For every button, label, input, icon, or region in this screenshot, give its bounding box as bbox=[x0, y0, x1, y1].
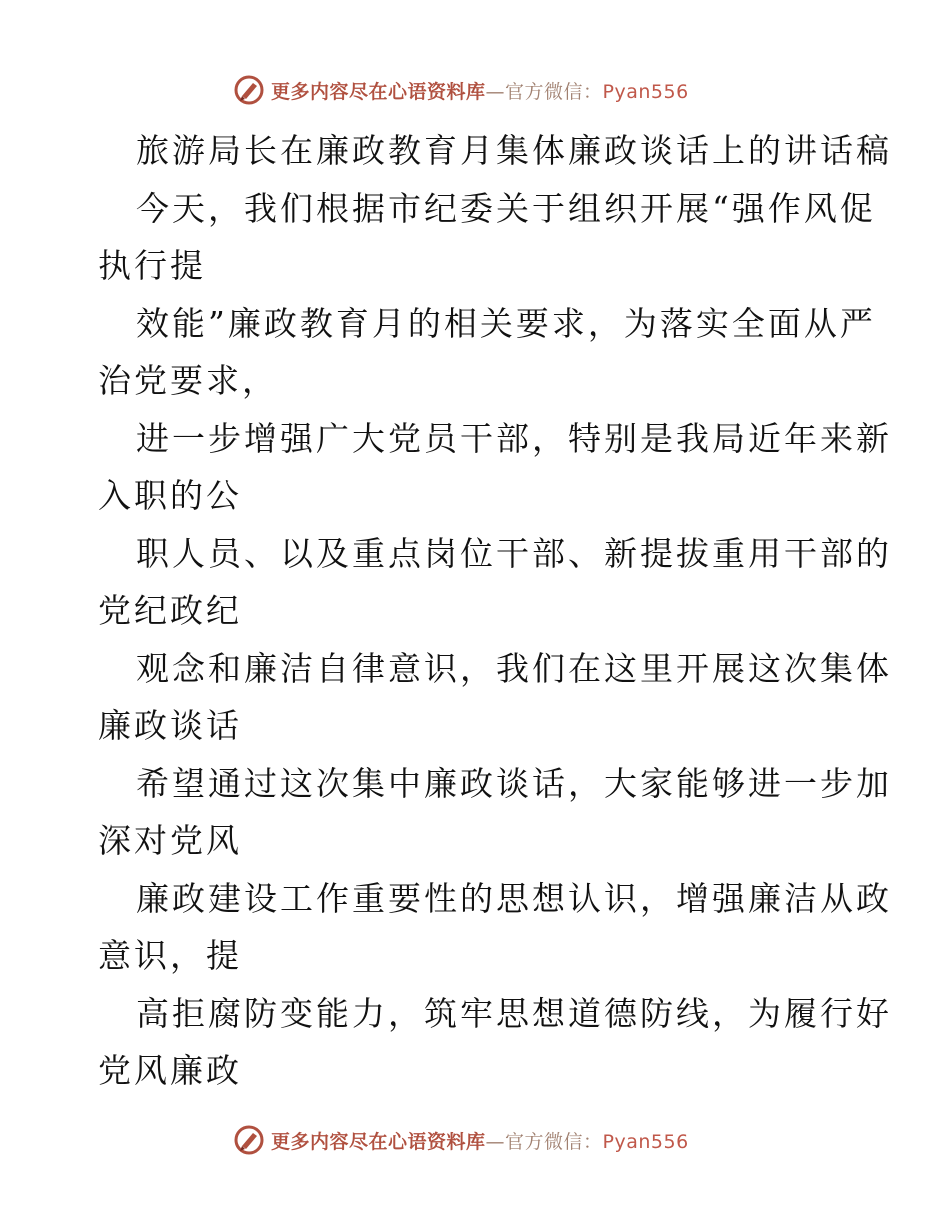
paragraph-line: 入职的公 bbox=[98, 476, 242, 515]
paragraph-line: 高拒腐防变能力，筑牢思想道德防线，为履行好 bbox=[136, 993, 892, 1033]
watermark-main: 更多内容尽在心语资料库 bbox=[271, 1130, 486, 1153]
paragraph-line: 治党要求， bbox=[98, 361, 278, 400]
paragraph-line: 深对党风 bbox=[98, 821, 242, 860]
paragraph-line: 意识，提 bbox=[98, 936, 242, 975]
paragraph-line: 观念和廉洁自律意识，我们在这里开展这次集体 bbox=[136, 648, 892, 688]
paragraph-line: 今天，我们根据市纪委关于组织开展“强作风促 bbox=[136, 188, 876, 228]
paragraph-line: 进一步增强广大党员干部，特别是我局近年来新 bbox=[136, 418, 892, 458]
paragraph-line: 职人员、以及重点岗位干部、新提拔重用干部的 bbox=[136, 533, 892, 573]
watermark-id: Pyan556 bbox=[602, 80, 689, 103]
watermark-main: 更多内容尽在心语资料库 bbox=[271, 80, 486, 103]
watermark-text bbox=[271, 77, 689, 104]
footer-watermark bbox=[233, 1122, 689, 1158]
paragraph-line: 执行提 bbox=[98, 246, 206, 285]
paragraph-line: 效能”廉政教育月的相关要求，为落实全面从严 bbox=[136, 303, 876, 343]
document-title: 旅游局长在廉政教育月集体廉政谈话上的讲话稿 bbox=[136, 131, 892, 170]
brush-logo-icon bbox=[233, 1124, 265, 1156]
paragraph-line: 党风廉政 bbox=[98, 1051, 242, 1090]
document-body bbox=[98, 122, 892, 1100]
paragraph-line: 党纪政纪 bbox=[98, 591, 242, 630]
watermark-id: Pyan556 bbox=[602, 1130, 689, 1153]
paragraph-line: 廉政谈话 bbox=[98, 706, 242, 745]
watermark-text bbox=[271, 1127, 689, 1154]
brush-logo-icon bbox=[233, 74, 265, 106]
paragraph-line: 廉政建设工作重要性的思想认识，增强廉洁从政 bbox=[136, 878, 892, 918]
header-watermark bbox=[233, 72, 689, 108]
watermark-separator: —官方微信： bbox=[485, 1130, 603, 1153]
paragraph-line: 希望通过这次集中廉政谈话，大家能够进一步加 bbox=[136, 763, 892, 803]
watermark-separator: —官方微信： bbox=[485, 80, 603, 103]
